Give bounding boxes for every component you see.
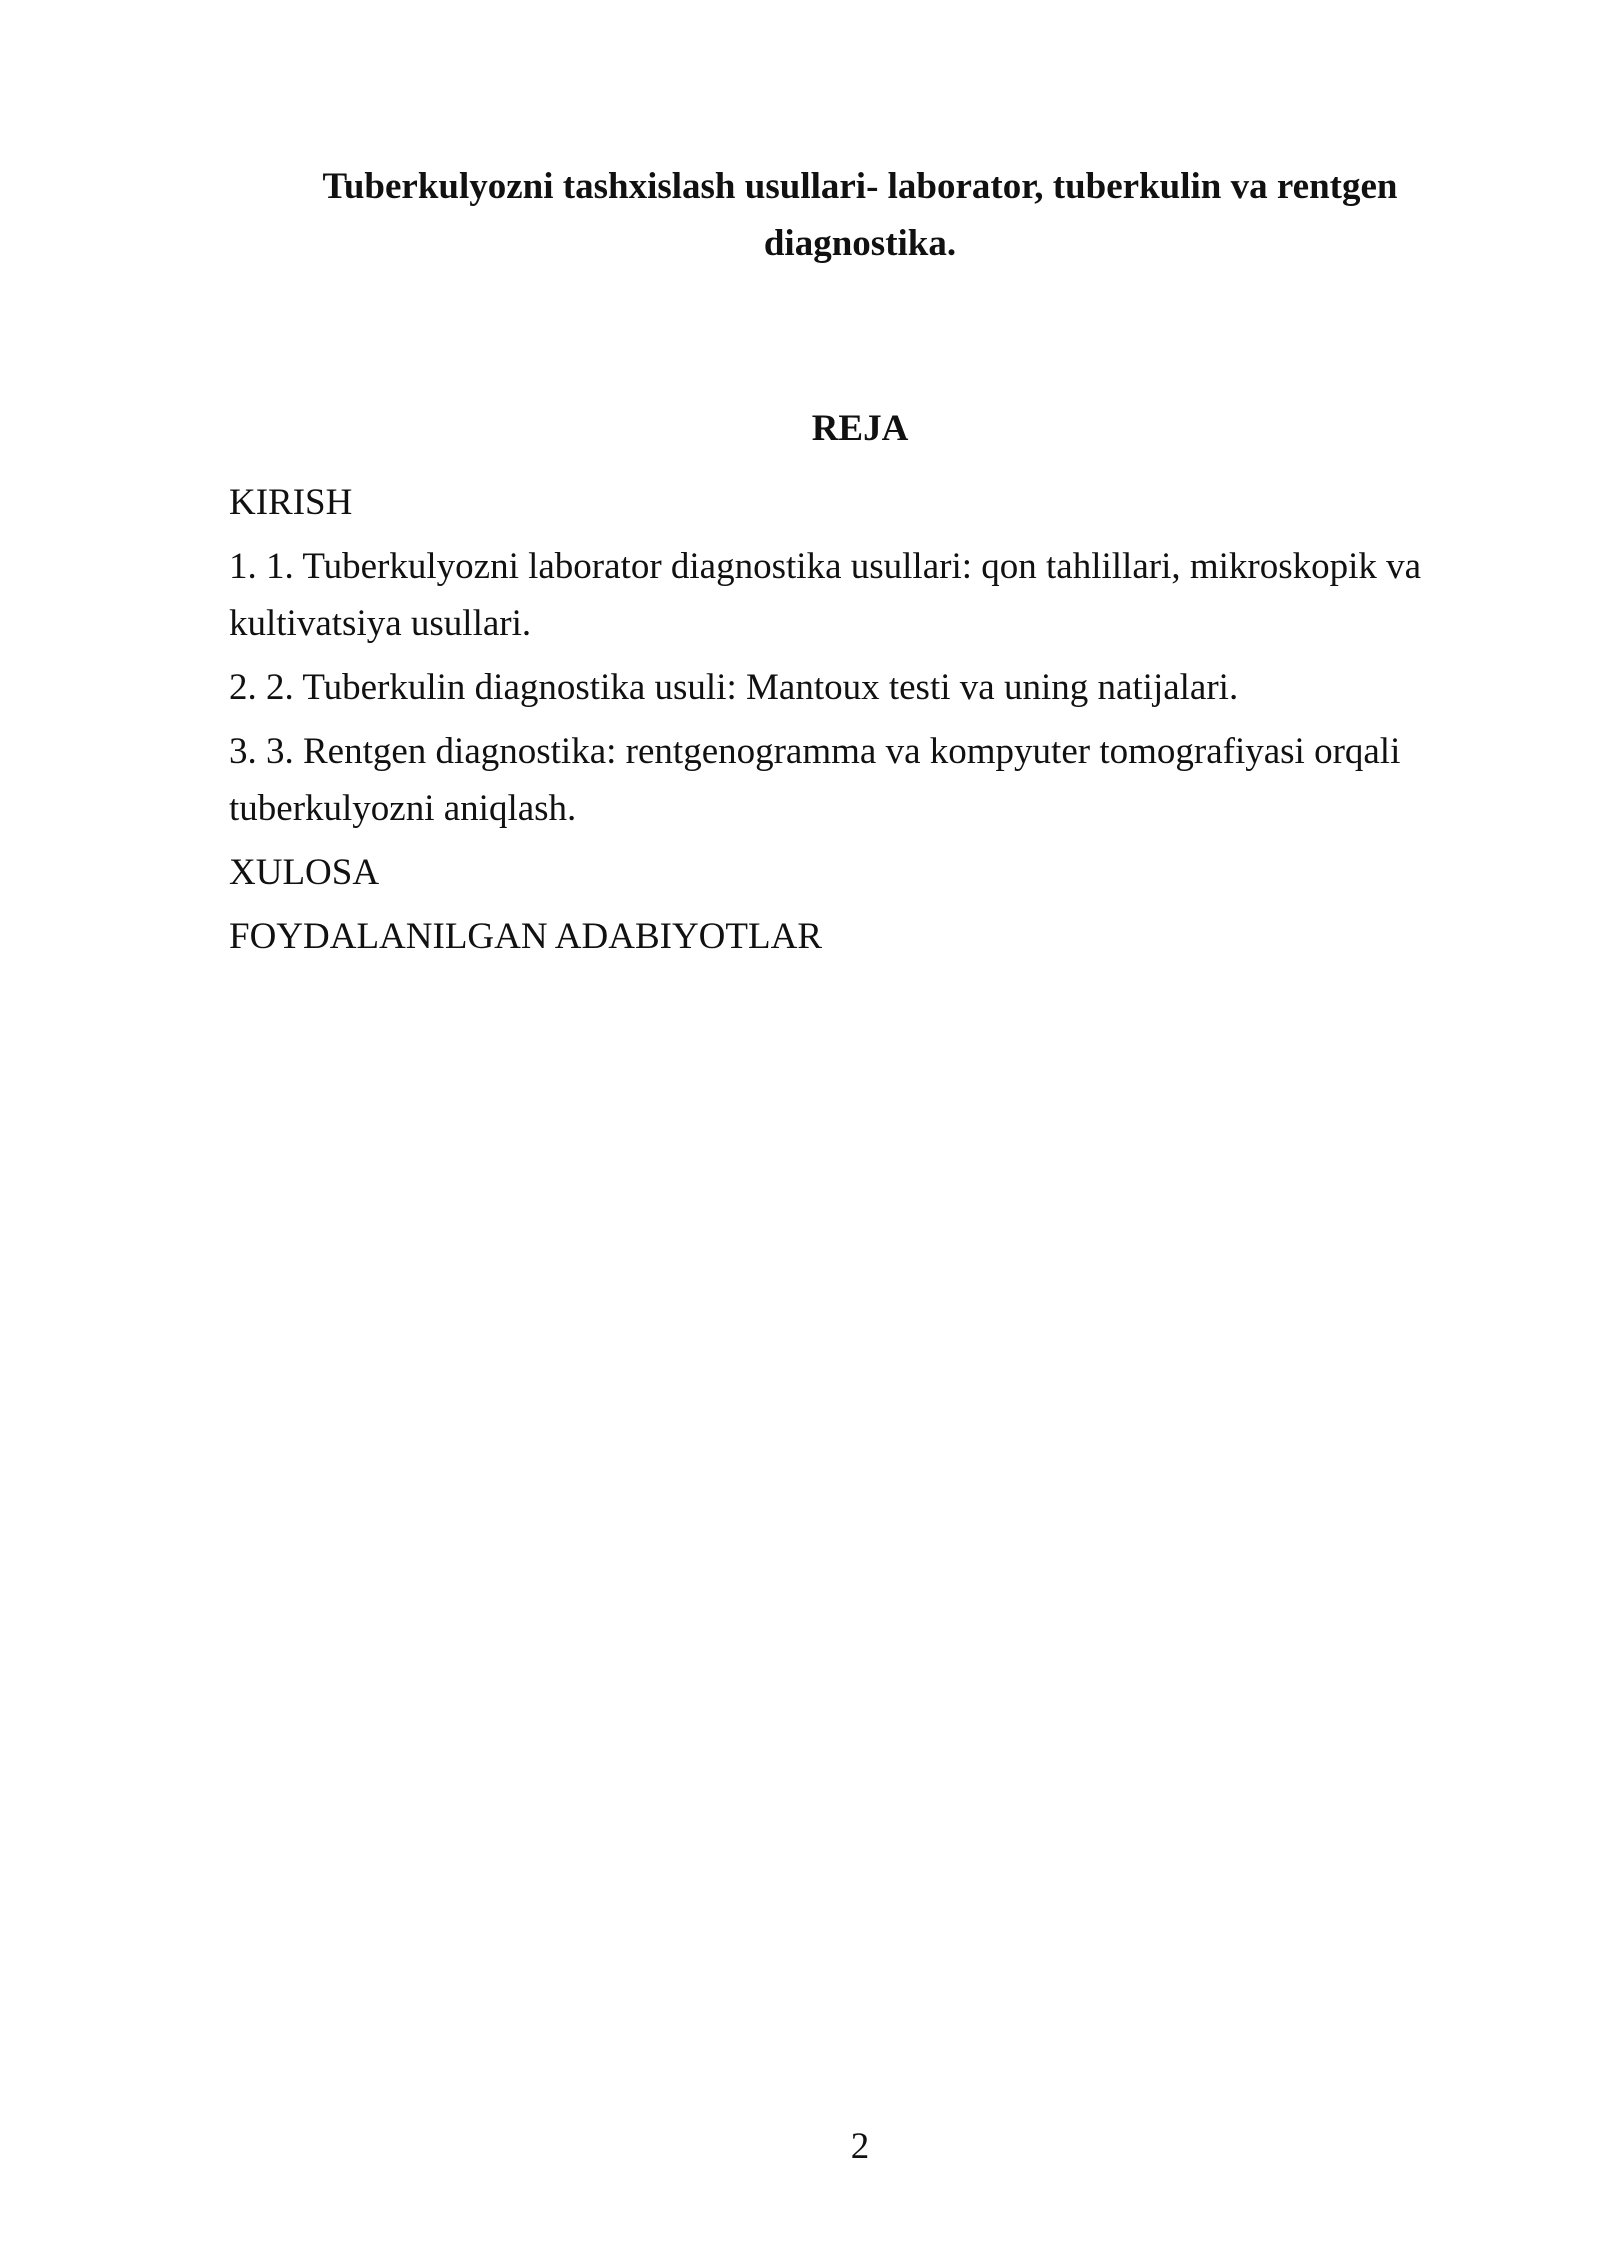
document-title: Tuberkulyozni tashxislash usullari- laborator, tuberkulin va rentgen diagnostika. xyxy=(322,166,1398,264)
page-number: 2 xyxy=(850,2126,870,2167)
contents-item-introduction: KIRISH xyxy=(229,482,353,523)
contents-item-section-3: 3. 3. Rentgen diagnostika: rentgenogramma va kompyuter tomografiyasi orqali tuberkulyozni aniqlash. xyxy=(229,731,1401,829)
plan-heading: REJA xyxy=(811,408,909,449)
contents-item-section-2: 2. 2. Tuberkulin diagnostika usuli: Mantoux testi va uning natijalari. xyxy=(229,667,1239,708)
contents-item-references: FOYDALANILGAN ADABIYOTLAR xyxy=(229,916,822,957)
contents-item-section-1: 1. 1. Tuberkulyozni laborator diagnostika usullari: qon tahlillari, mikroskopik va kultivatsiya usullari. xyxy=(229,546,1422,644)
table-of-contents xyxy=(229,474,1459,972)
contents-item-conclusion: XULOSA xyxy=(229,852,380,893)
